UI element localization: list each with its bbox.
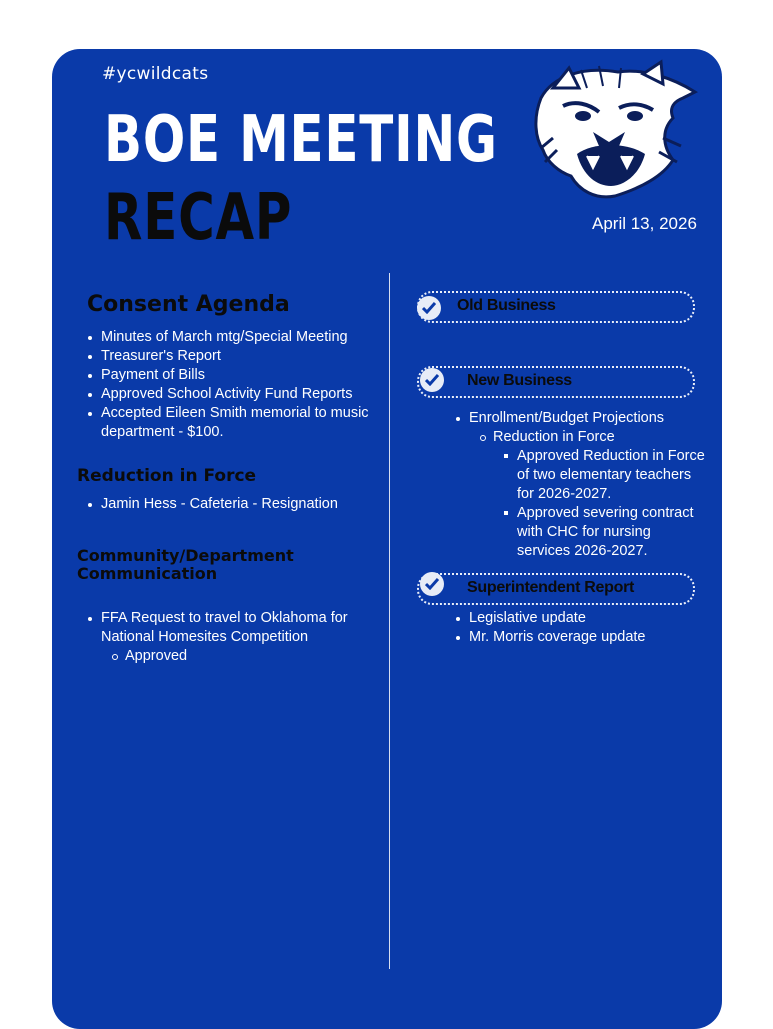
list-item: Treasurer's Report	[77, 347, 382, 366]
sub-sub-list-item: Approved severing contract with CHC for nursing services 2026-2027.	[493, 504, 707, 561]
title-line-1: BOE MEETING	[104, 103, 498, 177]
consent-agenda-list	[77, 328, 382, 442]
list-item: Payment of Bills	[77, 366, 382, 385]
list-item-text: FFA Request to travel to Oklahoma for National Homesites Competition	[101, 610, 348, 645]
list-item	[77, 609, 367, 666]
consent-agenda-heading: Consent Agenda	[87, 292, 290, 317]
wildcat-mascot-logo	[523, 58, 698, 200]
hashtag: #ycwildcats	[102, 64, 209, 84]
sub-sub-list	[493, 447, 707, 561]
new-business-banner	[417, 366, 695, 398]
community-heading-line-2: Communication	[77, 564, 218, 583]
list-item-text: Enrollment/Budget Projections	[469, 410, 665, 426]
title-line-2: RECAP	[104, 181, 293, 255]
old-business-banner	[417, 291, 695, 323]
list-item: Legislative update	[445, 609, 707, 628]
superintendent-report-label: Superintendent Report	[467, 579, 635, 596]
sub-sub-list-item: Approved Reduction in Force of two elementary teachers for 2026-2027.	[493, 447, 707, 504]
new-business-list	[445, 409, 707, 561]
reduction-in-force-heading: Reduction in Force	[77, 466, 257, 486]
community-communication-list	[77, 609, 367, 666]
column-divider	[389, 273, 390, 969]
new-business-label: New Business	[467, 372, 572, 389]
list-item: Jamin Hess - Cafeteria - Resignation	[77, 495, 382, 514]
check-circle-icon	[417, 296, 441, 320]
list-item: Mr. Morris coverage update	[445, 628, 707, 647]
list-item	[445, 409, 707, 561]
sub-list-item	[469, 428, 707, 561]
list-item: Accepted Eileen Smith memorial to music department - $100.	[77, 404, 382, 442]
sub-list	[469, 428, 707, 561]
superintendent-report-banner	[417, 573, 695, 605]
list-item: Minutes of March mtg/Special Meeting	[77, 328, 382, 347]
sub-list-item: Approved	[101, 647, 367, 666]
sub-list-item-text: Reduction in Force	[493, 429, 615, 445]
old-business-label: Old Business	[457, 297, 556, 314]
reduction-in-force-list	[77, 495, 382, 514]
community-heading-line-1: Community/Department	[77, 546, 294, 565]
sub-list	[101, 647, 367, 666]
community-communication-heading	[77, 547, 377, 583]
check-circle-icon	[420, 572, 444, 596]
check-circle-icon	[420, 368, 444, 392]
meeting-date: April 13, 2026	[592, 214, 697, 233]
list-item: Approved School Activity Fund Reports	[77, 385, 382, 404]
superintendent-report-list	[445, 609, 707, 647]
